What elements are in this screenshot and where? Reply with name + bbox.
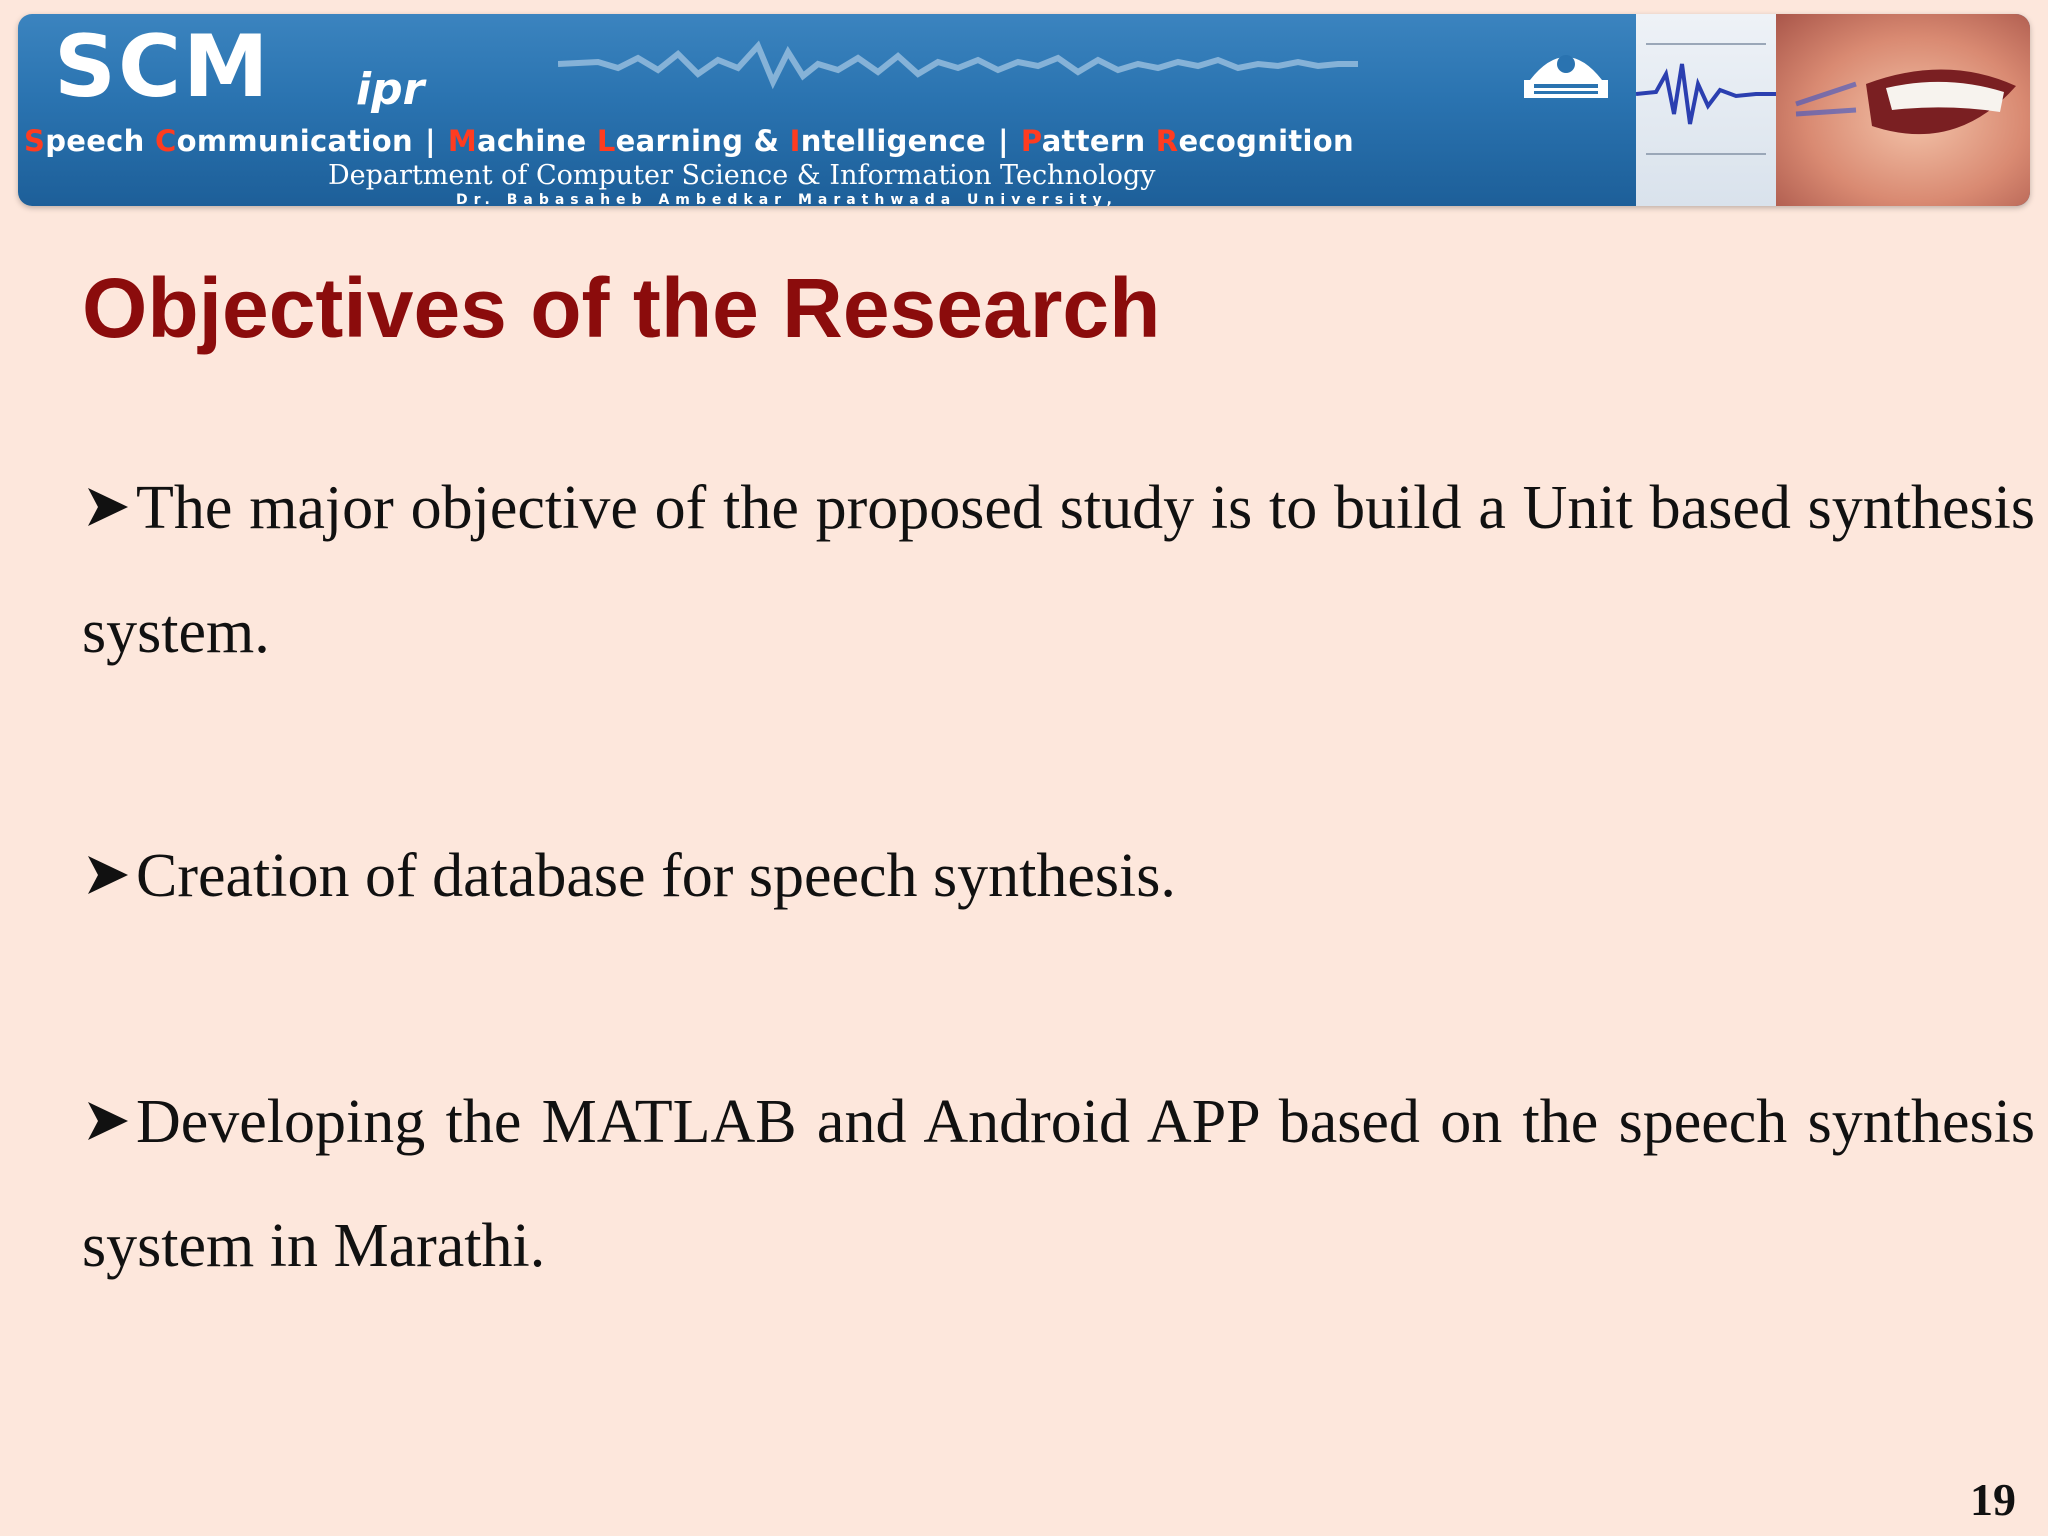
bullet-item xyxy=(82,446,2035,694)
university-emblem-icon xyxy=(1510,30,1622,106)
page-number: 19 xyxy=(1970,1474,2016,1525)
speaking-mouth-image xyxy=(1776,14,2030,206)
university-name: Dr. Babasaheb Ambedkar Marathwada University, xyxy=(456,192,1118,206)
bullet-item xyxy=(82,814,2035,938)
bullet-item xyxy=(82,1060,2035,1308)
speech-analysis-graphic xyxy=(1636,14,1776,206)
waveform-graphic xyxy=(558,24,1358,104)
arrow-bullet-icon xyxy=(82,850,136,900)
arrow-bullet-icon xyxy=(82,482,136,532)
banner-tagline: Speech Communication | Machine Learning & Intelligence | Pattern Recognition xyxy=(24,124,1354,158)
arrow-bullet-icon xyxy=(82,1096,136,1146)
bullet-text: Creation of database for speech synthesis. xyxy=(136,842,1176,910)
bullet-text: The major objective of the proposed study is to build a Unit based synthesis system. xyxy=(82,474,2035,666)
logo-subtext: ipr xyxy=(356,64,425,115)
logo-text: SCM xyxy=(54,17,271,117)
bullet-text: Developing the MATLAB and Android APP based on the speech synthesis system in Marathi. xyxy=(82,1088,2035,1280)
department-name: Department of Computer Science & Information Technology xyxy=(328,160,1156,191)
slide-title: Objectives of the Research xyxy=(82,261,1161,355)
header-banner xyxy=(18,14,2030,206)
